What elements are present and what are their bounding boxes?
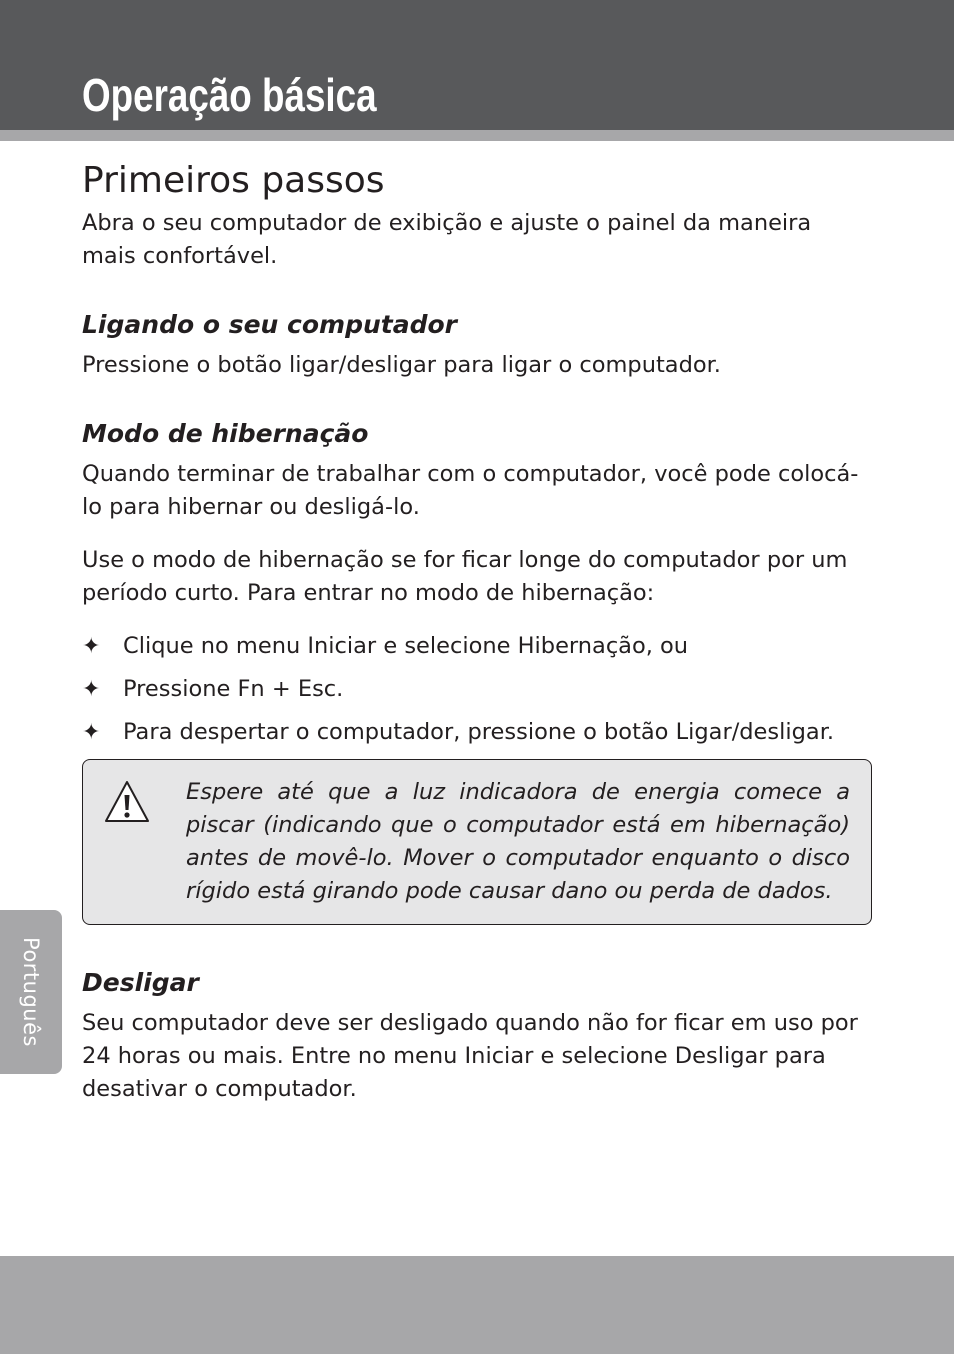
power-on-heading: Ligando o seu computador — [82, 310, 458, 339]
list-item-text: Clique no menu Iniciar e selecione Hibernação, ou — [123, 633, 689, 659]
list-item — [82, 716, 872, 749]
list-item-text: Para despertar o computador, pressione o botão Ligar/desligar. — [123, 719, 835, 745]
power-on-paragraph: Pressione o botão ligar/desligar para ligar o computador. — [82, 352, 721, 378]
header-bar — [0, 0, 954, 130]
page-content — [82, 155, 872, 1106]
intro-paragraph: Abra o seu computador de exibição e ajuste o painel da maneira mais confortável. — [82, 210, 812, 269]
list-item — [82, 630, 872, 663]
warning-box — [82, 759, 872, 925]
hibernate-paragraph-2: Use o modo de hibernação se for ficar longe do computador por um período curto. Para entrar no modo de hibernação: — [82, 547, 848, 606]
footer-bar — [0, 1256, 954, 1354]
language-label: Português — [19, 937, 43, 1047]
warning-text: Espere até que a luz indicadora de energia comece a piscar (indicando que o computador está em hibernação) antes de movê-lo. Mover o computador enquanto o disco rígido está girando pode causar dano ou perda de dados. — [186, 779, 850, 904]
hibernate-heading: Modo de hibernação — [82, 419, 369, 448]
hibernate-paragraph-1: Quando terminar de trabalhar com o computador, você pode colocá-lo para hibernar ou desligá-lo. — [82, 461, 859, 520]
four-point-star-icon: ✦ — [82, 677, 101, 702]
warning-triangle-icon — [103, 778, 151, 826]
list-item-text: Pressione Fn + Esc. — [123, 676, 344, 702]
section-title: Primeiros passos — [82, 160, 385, 201]
page-title: Operação básica — [82, 69, 377, 121]
list-item — [82, 673, 872, 706]
language-side-tab — [0, 910, 62, 1074]
header-stripe — [0, 130, 954, 141]
four-point-star-icon: ✦ — [82, 634, 101, 659]
shutdown-heading: Desligar — [82, 968, 199, 997]
four-point-star-icon: ✦ — [82, 720, 101, 745]
shutdown-paragraph: Seu computador deve ser desligado quando não for ficar em uso por 24 horas ou mais. Entre no menu Iniciar e selecione Desligar para desativar o computador. — [82, 1010, 858, 1102]
hibernate-steps-list — [82, 630, 872, 749]
